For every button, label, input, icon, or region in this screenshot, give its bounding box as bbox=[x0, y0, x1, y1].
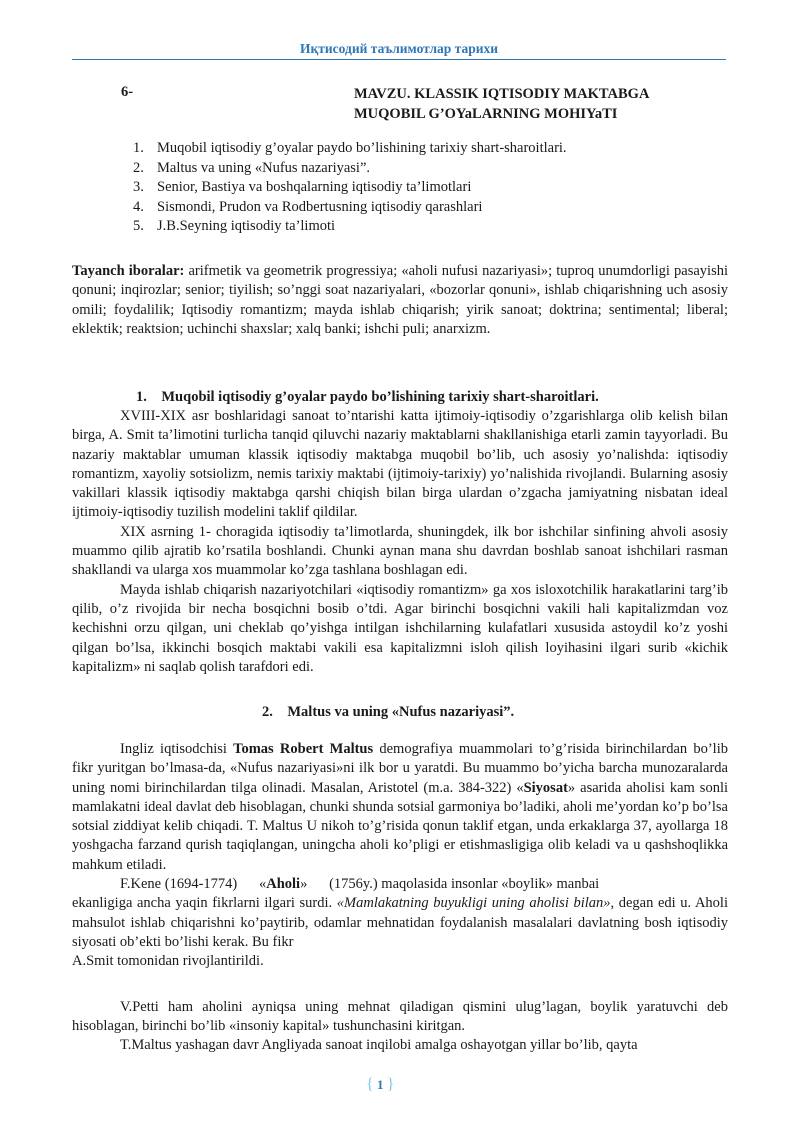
topic-number: 6- bbox=[121, 84, 134, 100]
header-rule bbox=[72, 59, 726, 60]
outline-item-number: 5. bbox=[133, 218, 144, 235]
paragraph bbox=[72, 740, 728, 875]
text-run: , degan edi u. Aholi mahsulot ishlab chiqarishni ko’paytirib, odamlar mehnatidan foydalanish masalalari davlatning bosh iqtisodiy siyosati ob’ekti bo’lishi kerak. Bu fikr bbox=[72, 895, 728, 950]
outline-item bbox=[133, 159, 567, 179]
brace-right-icon: } bbox=[386, 1076, 395, 1093]
outline-item-number: 1. bbox=[133, 140, 144, 156]
paragraph: XIX asrning 1- choragida iqtisodiy ta’limotlarda, shuningdek, ilk bor ishchilar sinfining ahvoli asosiy muammo qilib ajratib ko’rsatila boshlandi. Chunki aynan mana shu davrdan boshlab sanoat ishchilari rasman shakllandi va ularga xos muammolar ko’zga tashlana boshlagan edi. bbox=[72, 523, 728, 579]
text-run: » asarida aholisi kam sonli mamlakatni ideal davlat deb hisoblagan, chunki shunda sotsial garmoniya bo’ladiki, aholi me’yordan ko’p bo’lsa sotsial ziddiyat kelib chiqadi. T. Maltus U nikoh to’g’risida qonun taklif etgan, unda erkaklarga 37, ayollarga 18 yoshgacha farzand qurish taqiqlangan, uningcha aholi ko’pligi er etishmasligiga olib keladi va u qashshoqlikka mahkum etiladi. bbox=[72, 779, 728, 873]
outline-item-text: Maltus va uning «Nufus nazariyasi”. bbox=[157, 159, 371, 176]
outline-item-text: Senior, Bastiya va boshqalarning iqtisodiy ta’limotlari bbox=[157, 179, 472, 196]
keywords-label: Tayanch iboralar: bbox=[72, 263, 185, 279]
topic-title bbox=[354, 84, 649, 124]
section-2-body bbox=[72, 740, 728, 1055]
outline-item-text: Muqobil iqtisodiy g’oyalar paydo bo’lishining tarixiy shart-sharoitlari. bbox=[157, 140, 567, 156]
paragraph: Mayda ishlab chiqarish nazariyotchilari «iqtisodiy romantizm» ga xos isloxotchilik harakatlarini targ’ib qilib, o’z rivojida bir necha bosqichni bosib o’tdi. Agar birinchi bosqichni vakili hali kapitalizmdan voz kechishni orzu qilgan, uni cheklab qo’yishga intilgan ishchilarning kulafatlari xususida astoydil ko’z yoshi qilgan bo’lsa, ikkinchi bosqich maktabi vakili esa kapitalizmni isloh qilish loyihasini ilgari surib «kichik kapitalizm» ni saqlab qolish tarafdori edi. bbox=[72, 581, 728, 675]
brace-left-icon: { bbox=[366, 1076, 374, 1093]
paragraph bbox=[72, 875, 728, 894]
running-header: Иқтисодий таълимотлар тарихи bbox=[299, 41, 499, 56]
work-title: Aholi bbox=[266, 876, 301, 893]
section-1-heading: 1. Muqobil iqtisodiy g’oyalar paydo bo’lishining tarixiy shart-sharoitlari. bbox=[136, 389, 599, 405]
paragraph: XVIII-XIX asr boshlaridagi sanoat to’ntarishi katta ijtimoiy-iqtisodiy o’zgarishlarga olib kelish bilan birga, A. Smit ta’limotini turlicha tanqid qiluvchi nazariy maktablarni shakllanishiga etarli zamin tayyorladi. Bu nazariy maktablar umuman klassik iqtisodiy maktabga muqobil bo’lib, uch asosiy yo’nalishda: iqtisodiy romantizm, xayoliy sotsiolizm, nemis tarixiy maktabi (ijtimoiy-tarixiy) yo’nalishida rivojlandi. Bularning asosiy vakillari klassik iqtisodiy maktabga qarshi chiqish bilan birga ulardan o’zgacha jamiyatning nisbatan ideal ijtimoiy-iqtisodiy tuzilish modelini taklif qildilar. bbox=[72, 408, 728, 521]
topic-title-line-1: MAVZU. KLASSIK IQTISODIY MAKTABGA bbox=[354, 86, 650, 102]
text-run: ekanligiga ancha yaqin fikrlarni ilgari surdi. bbox=[72, 895, 337, 912]
paragraph: V.Petti ham aholini ayniqsa uning mehnat qiladigan qismini ulug’lagan, boylik yaratuvchi deb hisoblagan, birinchi bo’lib «insoniy kapital» tushunchasini kiritgan. bbox=[72, 998, 728, 1034]
paragraph: A.Smit tomonidan rivojlantirildi. bbox=[72, 953, 264, 970]
outline-item bbox=[133, 198, 567, 218]
keywords-text: arifmetik va geometrik progressiya; «aholi nufusi nazariyasi»; tuproq unumdorligi pasayishi qonuni; inqirozlar; senior; tiyilish; so’nggi soat nazariyalari, «bozorlar qonuni», ishlab chiqarishning uch asosiy omili; foydalilik; Iqtisodiy romantizm; mayda ishlab chiqarish; yirik sanoat; doktrina; sentimental; liberal; eklektik; reaktsion; uchinchi shaxslar; xalq banki; ishchi puli; anarxizm. bbox=[72, 263, 728, 337]
keywords-block bbox=[72, 262, 728, 339]
text-run: F.Kene (1694-1774) « bbox=[120, 876, 267, 893]
outline-item-text: J.B.Seyning iqtisodiy ta’limoti bbox=[157, 218, 336, 235]
text-run: demografiya muammolari to’g’risida birinchilardan bo’lib fikr yuritgan bo’lmasa-da, «Nufus nazariyasi»ni ilk bor u yaratdi. Bu muammo bo’yicha barcha munozaralarda uning nomi birinchilardan tilga olinadi. Masalan, Aristotel (m.a. 384-322) « bbox=[72, 741, 728, 796]
outline-item-number: 3. bbox=[133, 179, 144, 196]
outline-item bbox=[133, 178, 567, 198]
paragraph: T.Maltus yashagan davr Angliyada sanoat inqilobi amalga oshayotgan yillar bo’lib, qayta bbox=[120, 1037, 638, 1054]
outline-item-number: 4. bbox=[133, 198, 144, 215]
section-1-body bbox=[72, 407, 728, 677]
author-name: Tomas Robert Maltus bbox=[233, 741, 374, 757]
paragraph bbox=[72, 894, 728, 952]
work-title: Siyosat bbox=[523, 779, 568, 796]
outline-item bbox=[133, 217, 567, 237]
outline-item bbox=[133, 139, 567, 159]
quote: «Mamlakatning buyukligi uning aholisi bilan» bbox=[336, 895, 611, 912]
page-number-value: 1 bbox=[376, 1077, 384, 1092]
topic-outline bbox=[133, 139, 567, 237]
page-number bbox=[366, 1076, 394, 1094]
outline-item-number: 2. bbox=[133, 159, 144, 176]
section-2-heading: 2. Maltus va uning «Nufus nazariyasi”. bbox=[262, 704, 515, 720]
outline-item-text: Sismondi, Prudon va Rodbertusning iqtisodiy qarashlari bbox=[157, 198, 483, 215]
text-run: Ingliz iqtisodchisi bbox=[120, 741, 234, 757]
topic-title-line-2: MUQOBIL G’OYaLARNING MOHIYaTI bbox=[354, 106, 618, 122]
text-run: » (1756y.) maqolasida insonlar «boylik» manbai bbox=[300, 876, 600, 893]
